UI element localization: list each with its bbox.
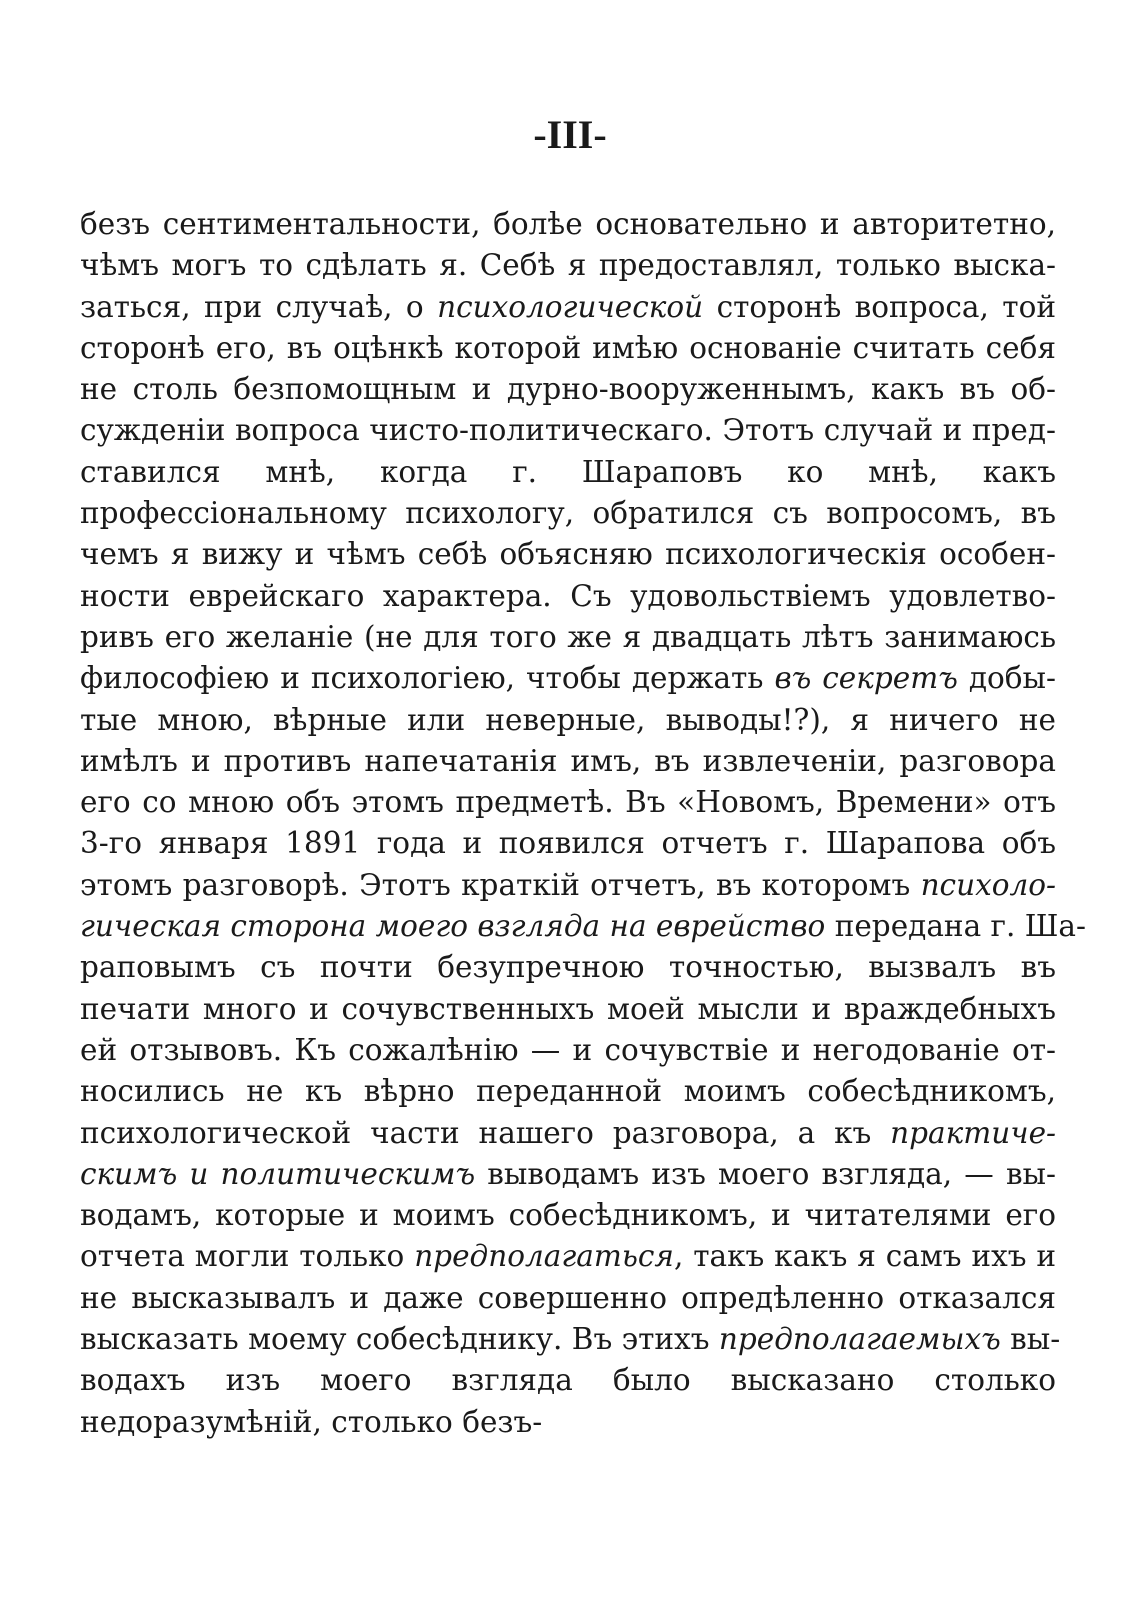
text-segment: высказать моему собесѣднику. Въ этихъ [80,1322,719,1357]
text-segment: добы- [957,661,1056,696]
text-line [80,700,1056,741]
text-line [80,782,1056,823]
text-line [80,1402,1056,1443]
text-line [80,245,1056,286]
text-line [80,410,1056,451]
text-segment: отчета могли только [80,1239,415,1274]
text-segment: ривъ его желаніе (не для того же я двадцать лѣтъ занимаюсь [80,619,1056,654]
text-segment: заться, при случаѣ, о [80,289,438,324]
text-segment: его со мною объ этомъ предметѣ. Въ «Новомъ, Времени» отъ [80,785,1056,820]
text-line [80,1278,1056,1319]
text-segment: водамъ, которые и моимъ собесѣдникомъ, и читателями его [80,1198,1056,1233]
text-segment: философіею и психологіею, чтобы держать [80,661,775,696]
italic-text: гическая сторона моего взгляда на еврейство [80,909,826,944]
text-line [80,1236,1056,1277]
text-line [80,1030,1056,1071]
text-segment: , такъ какъ я самъ ихъ и [673,1239,1056,1274]
text-line [80,865,1056,906]
italic-text: психоло- [920,867,1056,902]
text-line [80,823,1056,864]
text-segment: раповымъ съ почти безупречною точностью, вызвалъ въ [80,950,1056,985]
text-line [80,452,1056,493]
text-segment: имѣлъ и противъ напечатанія имъ, въ извлеченіи, разговора [80,743,1056,778]
text-segment: выводамъ изъ моего взгляда, — вы- [475,1156,1056,1191]
text-segment: ности еврейскаго характера. Съ удовольствіемъ удовлетво- [80,578,1056,613]
text-segment: вы- [1000,1322,1061,1357]
text-segment: носились не къ вѣрно переданной моимъ собесѣдникомъ, [80,1074,1056,1109]
italic-text: предполагаемыхъ [718,1322,1001,1357]
text-line [80,1360,1056,1401]
text-line [80,534,1056,575]
text-line [80,947,1056,988]
text-line [80,328,1056,369]
text-segment: тые мною, вѣрные или неверные, выводы!?), я ничего не [80,702,1056,737]
text-segment: сторонѣ вопроса, той [703,289,1057,324]
italic-text: въ секретъ [774,661,958,696]
text-segment: сторонѣ его, въ оцѣнкѣ которой имѣю основаніе считать себя [80,330,1056,365]
text-segment: профессіональному психологу, обратился съ вопросомъ, въ [80,496,1056,531]
text-line [80,287,1056,328]
body-text [80,204,1086,1443]
text-segment: ставился мнѣ, когда г. Шараповъ ко мнѣ, какъ [80,454,1056,489]
page-number: -III- [533,112,607,157]
text-line [80,1195,1056,1236]
text-segment: печати много и сочувственныхъ моей мысли и враждебныхъ [80,991,1056,1026]
text-segment: безъ сентиментальности, болѣе основательно и авторитетно, [80,207,1056,241]
text-segment: передана г. Ша- [825,909,1086,944]
text-segment: недоразумѣній, столько безъ- [80,1404,543,1439]
text-segment: чемъ я вижу и чѣмъ себѣ объясняю психологическія особен- [80,537,1056,572]
text-segment: не столь безпомощным и дурно-вооруженнымъ, какъ въ об- [80,372,1056,407]
text-segment: водахъ изъ моего взгляда было высказано столько [80,1363,1056,1398]
italic-text: практиче- [890,1115,1056,1150]
text-line [80,989,1056,1030]
text-segment: психологической части нашего разговора, а къ [80,1115,891,1150]
text-segment: ей отзывовъ. Къ сожалѣнію — и сочувствіе и негодованіе от- [80,1032,1056,1067]
text-line [80,1113,1056,1154]
text-segment: сужденіи вопроса чисто-политическаго. Этотъ случай и пред- [80,413,1056,448]
text-line [80,369,1056,410]
text-line [80,1319,1061,1360]
text-line [80,1154,1056,1195]
text-line [80,204,1056,245]
text-line [80,576,1056,617]
text-segment: не высказывалъ и даже совершенно опредѣленно отказался [80,1280,1056,1315]
text-line [80,658,1056,699]
italic-text: скимъ и политическимъ [80,1156,476,1191]
text-line [80,741,1056,782]
text-segment: этомъ разговорѣ. Этотъ краткій отчетъ, въ которомъ [80,867,921,902]
text-line [80,1071,1056,1112]
text-line [80,493,1056,534]
italic-text: психологической [437,289,704,324]
italic-text: предполагаться [414,1239,674,1274]
text-segment: 3-го января 1891 года и появился отчетъ г. Шарапова объ [80,826,1056,861]
text-line [80,617,1056,658]
text-segment: чѣмъ могъ то сдѣлать я. Себѣ я предоставлял, только выска- [80,248,1056,283]
text-line [80,906,1086,947]
